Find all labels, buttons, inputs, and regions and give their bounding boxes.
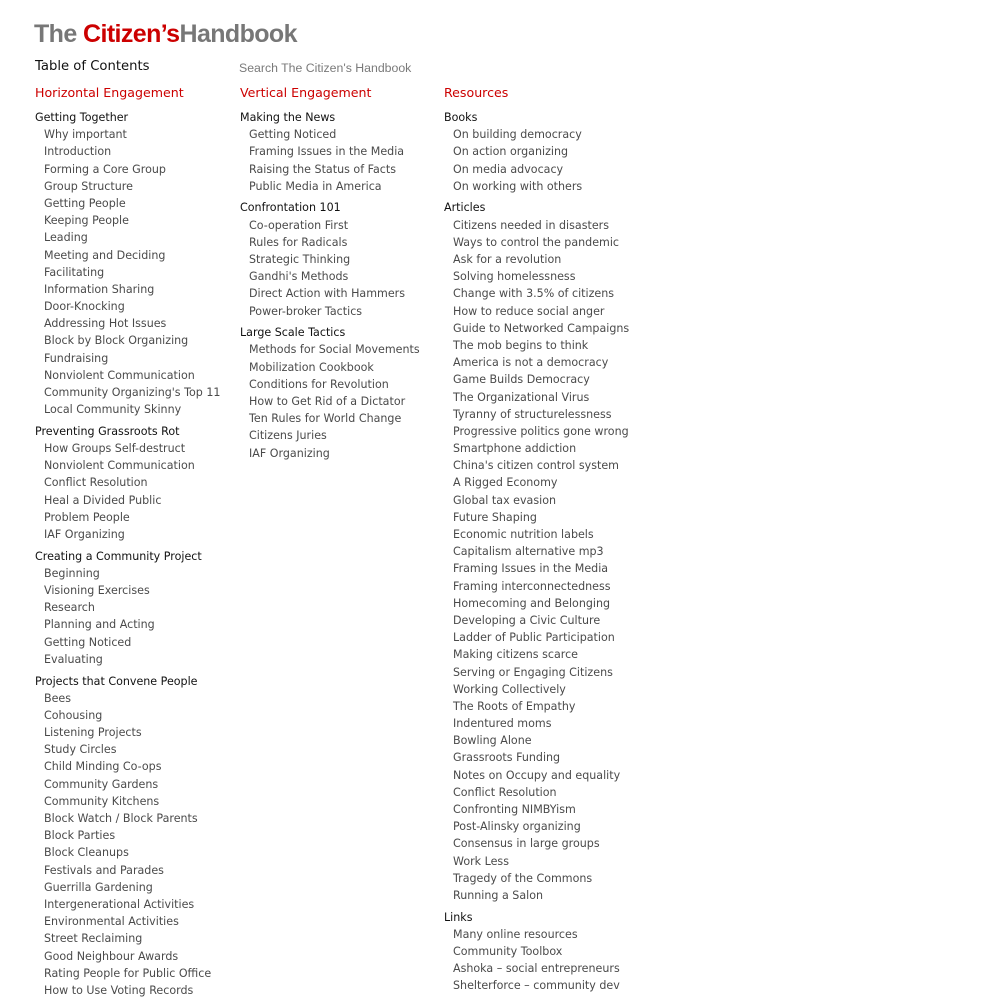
toc-link[interactable]: On action organizing bbox=[453, 145, 569, 159]
toc-link[interactable]: Street Reclaiming bbox=[44, 932, 143, 946]
toc-link[interactable]: Why important bbox=[44, 128, 127, 142]
toc-link[interactable]: Tragedy of the Commons bbox=[453, 871, 593, 885]
toc-link[interactable]: Block Parties bbox=[44, 829, 116, 843]
toc-link[interactable]: Environmental Activities bbox=[44, 915, 179, 929]
column-heading: Horizontal Engagement bbox=[35, 85, 184, 100]
section-title: Getting Together bbox=[35, 111, 129, 124]
column-resources bbox=[444, 84, 629, 999]
toc-link[interactable]: Conditions for Revolution bbox=[249, 377, 389, 391]
toc-section-links bbox=[444, 909, 629, 995]
toc-link[interactable]: Serving or Engaging Citizens bbox=[453, 665, 613, 679]
table-of-contents-title: Table of Contents bbox=[35, 59, 150, 74]
toc-link[interactable]: How Groups Self-destruct bbox=[44, 442, 186, 456]
section-link-list bbox=[444, 126, 629, 195]
toc-link[interactable]: Post-Alinsky organizing bbox=[453, 820, 581, 834]
toc-link[interactable]: Block Watch / Block Parents bbox=[44, 812, 198, 825]
toc-link[interactable]: Getting Noticed bbox=[44, 635, 132, 649]
toc-link[interactable]: IAF Organizing bbox=[249, 446, 330, 460]
toc-link[interactable]: Visioning Exercises bbox=[44, 584, 150, 598]
toc-link[interactable]: Community Toolbox bbox=[453, 945, 563, 958]
toc-link[interactable]: Ways to control the pandemic bbox=[453, 235, 620, 249]
toc-link[interactable]: Strategic Thinking bbox=[249, 253, 351, 266]
toc-link[interactable]: Keeping People bbox=[44, 214, 129, 228]
toc-section-confrontation-101 bbox=[240, 199, 420, 319]
toc-link[interactable]: Leading bbox=[44, 231, 88, 245]
toc-link[interactable]: Consensus in large groups bbox=[453, 837, 600, 851]
toc-link[interactable]: Gandhi's Methods bbox=[249, 270, 349, 284]
toc-link[interactable]: Work Less bbox=[453, 854, 509, 868]
section-link-list bbox=[444, 926, 629, 995]
toc-link[interactable]: Direct Action with Hammers bbox=[249, 287, 405, 301]
toc-link[interactable]: Working Collectively bbox=[453, 682, 566, 696]
toc-link[interactable]: Guide to Networked Campaigns bbox=[453, 321, 630, 335]
section-title: Links bbox=[444, 910, 473, 924]
toc-link[interactable]: Power-broker Tactics bbox=[249, 304, 363, 318]
toc-link[interactable]: Fundraising bbox=[44, 351, 109, 365]
section-link-list bbox=[444, 217, 629, 905]
toc-section-preventing-grassroots-rot bbox=[35, 423, 220, 543]
toc-link[interactable]: Raising the Status of Facts bbox=[249, 162, 397, 176]
toc-link[interactable]: Indentured moms bbox=[453, 717, 552, 731]
toc-link[interactable]: Progressive politics gone wrong bbox=[453, 424, 629, 438]
section-link-list bbox=[35, 690, 220, 999]
toc-link[interactable]: A Rigged Economy bbox=[453, 476, 558, 490]
toc-link[interactable]: Evaluating bbox=[44, 652, 103, 666]
toc-link[interactable]: Research bbox=[44, 601, 95, 615]
section-title: Making the News bbox=[240, 111, 336, 124]
site-logo[interactable] bbox=[34, 18, 297, 50]
toc-link[interactable]: Rules for Radicals bbox=[249, 235, 348, 249]
toc-link[interactable]: Local Community Skinny bbox=[44, 403, 182, 417]
toc-section-making-the-news bbox=[240, 109, 420, 195]
toc-link[interactable]: Bowling Alone bbox=[453, 734, 532, 748]
toc-link[interactable]: Rating People for Public Office bbox=[44, 966, 212, 980]
toc-link[interactable]: Forming a Core Group bbox=[44, 162, 166, 176]
section-link-list bbox=[240, 217, 420, 320]
toc-section-getting-together bbox=[35, 109, 220, 418]
toc-link[interactable]: Citizens needed in disasters bbox=[453, 218, 610, 232]
column-vertical-engagement bbox=[240, 84, 420, 466]
toc-link[interactable]: Framing Issues in the Media bbox=[453, 562, 609, 576]
toc-link[interactable]: Problem People bbox=[44, 510, 130, 524]
column-horizontal-engagement bbox=[35, 84, 220, 1004]
section-link-list bbox=[240, 126, 420, 195]
column-heading: Vertical Engagement bbox=[240, 85, 372, 100]
toc-link[interactable]: Information Sharing bbox=[44, 282, 155, 296]
toc-link[interactable]: The Roots of Empathy bbox=[453, 699, 576, 713]
toc-link[interactable]: China's citizen control system bbox=[453, 459, 619, 473]
toc-link[interactable]: On working with others bbox=[453, 179, 583, 193]
toc-link[interactable]: How to reduce social anger bbox=[453, 304, 605, 318]
toc-link[interactable]: Framing Issues in the Media bbox=[249, 145, 405, 159]
column-heading: Resources bbox=[444, 85, 509, 100]
toc-link[interactable]: Planning and Acting bbox=[44, 618, 155, 632]
toc-link[interactable]: Ten Rules for World Change bbox=[249, 412, 402, 426]
toc-link[interactable]: Smartphone addiction bbox=[453, 442, 577, 456]
section-title: Confrontation 101 bbox=[240, 201, 341, 215]
toc-link[interactable]: Community Kitchens bbox=[44, 794, 160, 808]
toc-link[interactable]: Addressing Hot Issues bbox=[44, 317, 167, 331]
toc-link[interactable]: Homecoming and Belonging bbox=[453, 596, 611, 610]
logo-word-the: The bbox=[34, 20, 77, 48]
toc-link[interactable]: Ladder of Public Participation bbox=[453, 631, 615, 645]
toc-section-creating-a-community-project bbox=[35, 548, 220, 668]
toc-link[interactable]: Tyranny of structurelessness bbox=[453, 407, 612, 421]
toc-link[interactable]: Listening Projects bbox=[44, 726, 142, 740]
section-link-list bbox=[35, 565, 220, 668]
toc-link[interactable]: Getting Noticed bbox=[249, 128, 337, 142]
logo-word-citizens: Citizen’s bbox=[83, 20, 180, 48]
toc-link[interactable]: Intergenerational Activities bbox=[44, 897, 195, 911]
toc-link[interactable]: Change with 3.5% of citizens bbox=[453, 287, 615, 301]
toc-link[interactable]: Guerrilla Gardening bbox=[44, 880, 153, 894]
toc-link[interactable]: Shelterforce – community dev bbox=[453, 979, 620, 993]
toc-link[interactable]: Block Cleanups bbox=[44, 846, 129, 860]
toc-link[interactable]: Bees bbox=[44, 691, 72, 705]
toc-link[interactable]: Child Minding Co-ops bbox=[44, 760, 162, 774]
section-link-list bbox=[35, 126, 220, 418]
toc-link[interactable]: Methods for Social Movements bbox=[249, 343, 420, 357]
section-title: Projects that Convene People bbox=[35, 674, 198, 688]
search-input[interactable] bbox=[239, 60, 459, 76]
toc-link[interactable]: Study Circles bbox=[44, 743, 117, 757]
toc-link[interactable]: Developing a Civic Culture bbox=[453, 613, 601, 627]
toc-link[interactable]: Conflict Resolution bbox=[44, 476, 148, 490]
toc-link[interactable]: Introduction bbox=[44, 145, 112, 159]
toc-link[interactable]: Solving homelessness bbox=[453, 270, 576, 284]
toc-link[interactable]: Door-Knocking bbox=[44, 300, 125, 314]
toc-link[interactable]: Cohousing bbox=[44, 708, 103, 722]
section-link-list bbox=[240, 341, 420, 461]
section-title: Creating a Community Project bbox=[35, 549, 202, 563]
toc-link[interactable]: Ashoka – social entrepreneurs bbox=[453, 962, 620, 976]
toc-link[interactable]: Ask for a revolution bbox=[453, 253, 562, 266]
toc-link[interactable]: Running a Salon bbox=[453, 888, 544, 902]
toc-link[interactable]: Getting People bbox=[44, 196, 126, 210]
toc-link[interactable]: Group Structure bbox=[44, 179, 133, 193]
toc-link[interactable]: Nonviolent Communication bbox=[44, 459, 195, 473]
toc-link[interactable]: How to Get Rid of a Dictator bbox=[249, 395, 406, 408]
toc-link[interactable]: Public Media in America bbox=[249, 179, 382, 193]
toc-section-books bbox=[444, 109, 629, 195]
toc-link[interactable]: Good Neighbour Awards bbox=[44, 949, 179, 963]
toc-link[interactable]: On media advocacy bbox=[453, 162, 564, 176]
toc-link[interactable]: Heal a Divided Public bbox=[44, 493, 162, 507]
toc-link[interactable]: Co-operation First bbox=[249, 218, 349, 232]
toc-link[interactable]: Grassroots Funding bbox=[453, 751, 561, 765]
toc-link[interactable]: Conflict Resolution bbox=[453, 785, 557, 799]
toc-link[interactable]: Beginning bbox=[44, 566, 100, 580]
logo-word-handbook: Handbook bbox=[179, 20, 297, 48]
toc-link[interactable]: Community Organizing's Top 11 bbox=[44, 386, 221, 399]
toc-link[interactable]: Mobilization Cookbook bbox=[249, 360, 374, 374]
toc-link[interactable]: Many online resources bbox=[453, 927, 578, 941]
toc-link[interactable]: Economic nutrition labels bbox=[453, 528, 594, 541]
toc-link[interactable]: How to Use Voting Records bbox=[44, 983, 194, 997]
toc-link[interactable]: On building democracy bbox=[453, 128, 582, 142]
toc-section-projects-that-convene-people bbox=[35, 673, 220, 1000]
section-title: Large Scale Tactics bbox=[240, 326, 346, 340]
toc-section-articles bbox=[444, 199, 629, 904]
section-link-list bbox=[35, 440, 220, 543]
toc-link[interactable]: Game Builds Democracy bbox=[453, 373, 590, 387]
toc-link[interactable]: Making citizens scarce bbox=[453, 648, 578, 662]
toc-link[interactable]: Notes on Occupy and equality bbox=[453, 768, 621, 782]
toc-link[interactable]: Citizens Juries bbox=[249, 429, 327, 443]
toc-link[interactable]: Meeting and Deciding bbox=[44, 248, 166, 262]
toc-link[interactable]: IAF Organizing bbox=[44, 528, 125, 541]
toc-link[interactable]: Festivals and Parades bbox=[44, 863, 164, 877]
toc-link[interactable]: Facilitating bbox=[44, 265, 105, 279]
toc-link[interactable]: Framing interconnectedness bbox=[453, 579, 611, 593]
section-title: Books bbox=[444, 111, 478, 124]
section-title: Preventing Grassroots Rot bbox=[35, 424, 180, 438]
toc-link[interactable]: Nonviolent Communication bbox=[44, 368, 195, 382]
toc-link[interactable]: Block by Block Organizing bbox=[44, 334, 189, 348]
toc-link[interactable]: America is not a democracy bbox=[453, 356, 609, 370]
toc-link[interactable]: Capitalism alternative mp3 bbox=[453, 545, 604, 559]
toc-section-large-scale-tactics bbox=[240, 324, 420, 462]
toc-link[interactable]: Confronting NIMBYism bbox=[453, 803, 576, 816]
toc-link[interactable]: Global tax evasion bbox=[453, 493, 557, 507]
toc-link[interactable]: Community Gardens bbox=[44, 777, 159, 791]
toc-link[interactable]: Future Shaping bbox=[453, 510, 537, 524]
toc-link[interactable]: The Organizational Virus bbox=[453, 390, 590, 404]
toc-link[interactable]: The mob begins to think bbox=[453, 338, 589, 352]
section-title: Articles bbox=[444, 201, 486, 215]
